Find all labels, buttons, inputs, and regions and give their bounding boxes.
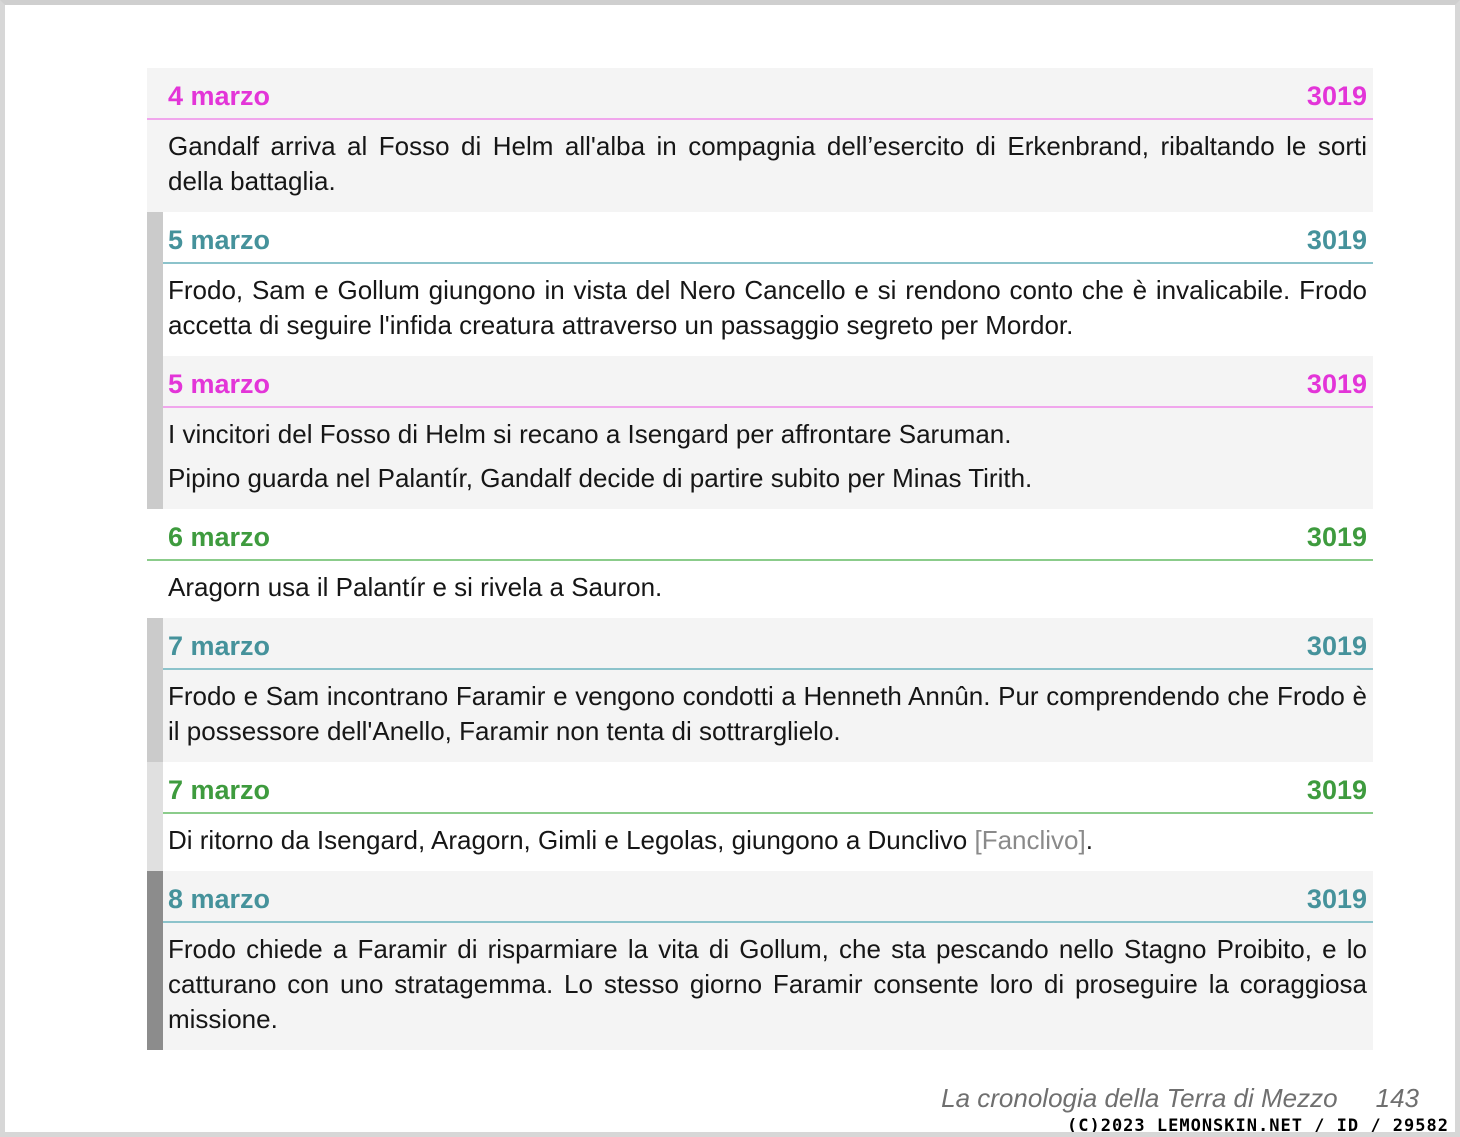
entry-date: 7 marzo [168, 631, 271, 661]
entry-marker-bar [147, 618, 163, 762]
paragraph-text: Pipino guarda nel Palantír, Gandalf decide di partire subito per Minas Tirith. [168, 463, 1033, 493]
entry-header [147, 871, 1373, 923]
timeline-entry [147, 871, 1373, 1050]
page-number: 143 [1375, 1083, 1419, 1113]
entry-header [147, 509, 1373, 561]
timeline-entry [147, 212, 1373, 356]
paragraph-text: Frodo chiede a Faramir di risparmiare la vita di Gollum, che sta pescando nello Stagno Proibito, e lo catturano con uno stratagemma. Lo stesso giorno Faramir consente loro di proseguire la coraggiosa missione. [168, 934, 1367, 1034]
entry-header [147, 68, 1373, 120]
entry-date: 6 marzo [168, 522, 271, 552]
entry-paragraph [168, 461, 1367, 496]
entry-paragraph [168, 932, 1367, 1037]
watermark: (C)2023 LEMONSKIN.NET / ID / 29582 [1067, 1116, 1449, 1136]
timeline-entry [147, 356, 1373, 509]
entry-paragraph [168, 823, 1367, 858]
paragraph-text: Di ritorno da Isengard, Aragorn, Gimli e Legolas, giungono a Dunclivo [168, 825, 975, 855]
entry-header [147, 762, 1373, 814]
entry-body [147, 814, 1373, 871]
entry-date: 8 marzo [168, 884, 271, 914]
entry-header [147, 618, 1373, 670]
entry-marker-bar [147, 212, 163, 356]
paragraph-text: Frodo e Sam incontrano Faramir e vengono condotti a Henneth Annûn. Pur comprendendo che Frodo è il possessore dell'Anello, Faramir non tenta di sottrarglielo. [168, 681, 1367, 746]
entry-marker-bar [147, 871, 163, 1050]
paragraph-text: Aragorn usa il Palantír e si rivela a Sauron. [168, 572, 663, 602]
entry-year: 3019 [1306, 225, 1367, 255]
entry-date: 5 marzo [168, 225, 271, 255]
entry-paragraph [168, 417, 1367, 452]
entry-body [147, 923, 1373, 1050]
entry-year: 3019 [1306, 369, 1367, 399]
entry-body [147, 264, 1373, 356]
entry-date: 4 marzo [168, 81, 271, 111]
paragraph-text: Gandalf arriva al Fosso di Helm all'alba in compagnia dell’esercito di Erkenbrand, ribaltando le sorti della battaglia. [168, 131, 1367, 196]
entry-year: 3019 [1306, 775, 1367, 805]
entry-marker-bar [147, 762, 163, 871]
entry-year: 3019 [1306, 631, 1367, 661]
entry-paragraph [168, 273, 1367, 343]
entry-body [147, 670, 1373, 762]
timeline-entry [147, 68, 1373, 212]
entry-year: 3019 [1306, 522, 1367, 552]
entry-body [147, 408, 1373, 509]
paragraph-text: . [1085, 825, 1093, 855]
entry-paragraph [168, 570, 1367, 605]
timeline-entry [147, 509, 1373, 618]
timeline-entry [147, 762, 1373, 871]
entry-marker-bar [147, 356, 163, 509]
entry-body [147, 120, 1373, 212]
entry-date: 7 marzo [168, 775, 271, 805]
entry-paragraph [168, 679, 1367, 749]
paragraph-text: Frodo, Sam e Gollum giungono in vista del Nero Cancello e si rendono conto che è invalicabile. Frodo accetta di seguire l'infida creatura attraverso un passaggio segreto per Mordor. [168, 275, 1367, 340]
footer-title: La cronologia della Terra di Mezzo [941, 1083, 1338, 1113]
timeline-entry [147, 618, 1373, 762]
entry-paragraph [168, 129, 1367, 199]
muted-annotation: [Fanclivo] [974, 825, 1086, 855]
paragraph-text: I vincitori del Fosso di Helm si recano a Isengard per affrontare Saruman. [168, 419, 1012, 449]
chronology-timeline [147, 68, 1373, 1050]
entry-body [147, 561, 1373, 618]
entry-header [147, 212, 1373, 264]
entry-date: 5 marzo [168, 369, 271, 399]
page-footer [941, 1083, 1419, 1114]
entry-header [147, 356, 1373, 408]
entry-year: 3019 [1306, 884, 1367, 914]
entry-year: 3019 [1306, 81, 1367, 111]
